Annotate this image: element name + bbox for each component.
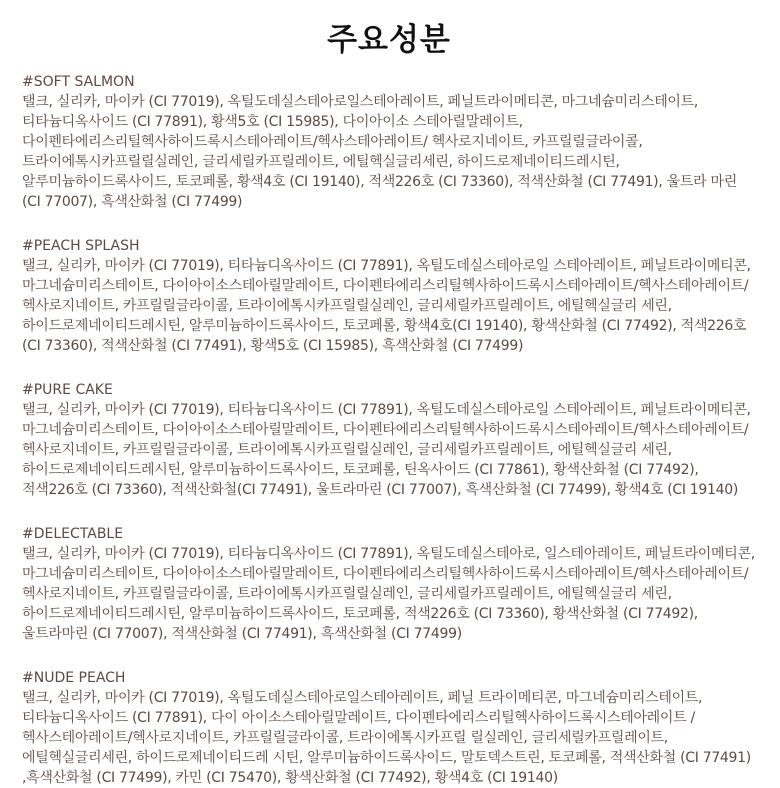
section-peach-splash [22, 236, 756, 356]
ingredient-list: 탤크, 실리카, 마이카 (CI 77019), 티타늄디옥사이드 (CI 77891), 옥틸도데실스테아로일 스테아레이트, 페닐트라이메티콘, 마그네슘미리스테이트, 다이아이소스테아릴말레이트, 다이펜타에리스리틸헥사하이드록시스테아레이트/헥사스테아레이트/헥사로지네이트, 카프릴릴글라이콜, 트라이에톡시카프릴릴실레인, 글리세릴카프릴레이트, 에틸헥실글리 세린, 하이드로제네이티드레시틴, 알루미늄하이드록사이드, 토코페롤, 황색4호(CI 19140), 황색산화철 (CI 77492), 적색226호 (CI 73360), 적색산화철 (CI 77491), 황색5호 (CI 15985), 흑색산화철 (CI 77499) [22, 258, 751, 354]
ingredient-list: 탤크, 실리카, 마이카 (CI 77019), 티타늄디옥사이드 (CI 77891), 옥틸도데실스테아로, 일스테아레이트, 페닐트라이메티콘, 마그네슘미리스테이트, 다이아이소스테아릴말레이트, 다이펜타에리스리틸헥사하이드록시스테아레이트/헥사스테아레이트/헥사로지네이트, 카프릴릴글라이콜, 트라이에톡시카프릴릴실레인, 글리세릴카프릴레이트, 에틸헥실글리 세린, 하이드로제네이티드레시틴, 알루미늄하이드록사이드, 토코페롤, 적색226호 (CI 73360), 황색산화철 (CI 77492), 울트라마린 (CI 77007), 적색산화철 (CI 77491), 흑색산화철 (CI 77499) [22, 546, 755, 642]
section-name: #DELECTABLE [22, 526, 124, 542]
section-name: #NUDE PEACH [22, 670, 126, 686]
section-name: #PURE CAKE [22, 382, 113, 398]
ingredient-list: 탤크, 실리카, 마이카 (CI 77019), 옥틸도데실스테아로일스테아레이트, 페닐 트라이메티콘, 마그네슘미리스테이트, 티타늄디옥사이드 (CI 77891), 다이 아이소스테아릴말레이트, 다이펜타에리스리틸헥사하이드록시스테아레이트 /헥사스테아레이트/헥사로지네이트, 카프릴릴글라이콜, 트라이에톡시카프릴 릴실레인, 글리세릴카프릴레이트, 에틸헥실글리세린, 하이드로제네이티드레 시틴, 알루미늄하이드록사이드, 말토덱스트린, 토코페롤, 적색산화철 (CI 77491) ,흑색산화철 (CI 77499), 카민 (CI 75470), 황색산화철 (CI 77492), 황색4호 (CI 19140) [22, 690, 751, 786]
ingredient-list: 탤크, 실리카, 마이카 (CI 77019), 옥틸도데실스테아로일스테아레이트, 페닐트라이메티콘, 마그네슘미리스테이트, 티타늄디옥사이드 (CI 77891), 황색5호 (CI 15985), 다이아이소 스테아릴말레이트, 다이펜타에리스리틸헥사하이드록시스테아레이트/헥사스테아레이트/ 헥사로지네이트, 카프릴릴글라이콜, 트라이에톡시카프릴릴실레인, 글리세릴카프릴레이트, 에틸헥실글리세린, 하이드로제네이티드레시틴, 알루미늄하이드록사이드, 토코페롤, 황색4호 (CI 19140), 적색226호 (CI 73360), 적색산화철 (CI 77491), 울트라 마린 (CI 77007), 흑색산화철 (CI 77499) [22, 94, 737, 210]
section-pure-cake [22, 380, 756, 500]
page-title: 주요성분 [327, 22, 451, 58]
section-soft-salmon [22, 72, 756, 212]
section-nude-peach [22, 668, 756, 788]
section-name: #SOFT SALMON [22, 74, 135, 90]
section-name: #PEACH SPLASH [22, 238, 140, 254]
ingredient-list: 탤크, 실리카, 마이카 (CI 77019), 티타늄디옥사이드 (CI 77891), 옥틸도데실스테아로일 스테아레이트, 페닐트라이메티콘, 마그네슘미리스테이트, 다이아이소스테아릴말레이트, 다이펜타에리스리틸헥사하이드록시스테아레이트/헥사스테아레이트/헥사로지네이트, 카프릴릴글라이콜, 트라이에톡시카프릴릴실레인, 글리세릴카프릴레이트, 에틸헥실글리 세린, 하이드로제네이티드레시틴, 알루미늄하이드록사이드, 토코페롤, 틴옥사이드 (CI 77861), 황색산화철 (CI 77492), 적색226호 (CI 73360), 적색산화철(CI 77491), 울트라마린 (CI 77007), 흑색산화철 (CI 77499), 황색4호 (CI 19140) [22, 402, 751, 498]
section-delectable [22, 524, 756, 644]
